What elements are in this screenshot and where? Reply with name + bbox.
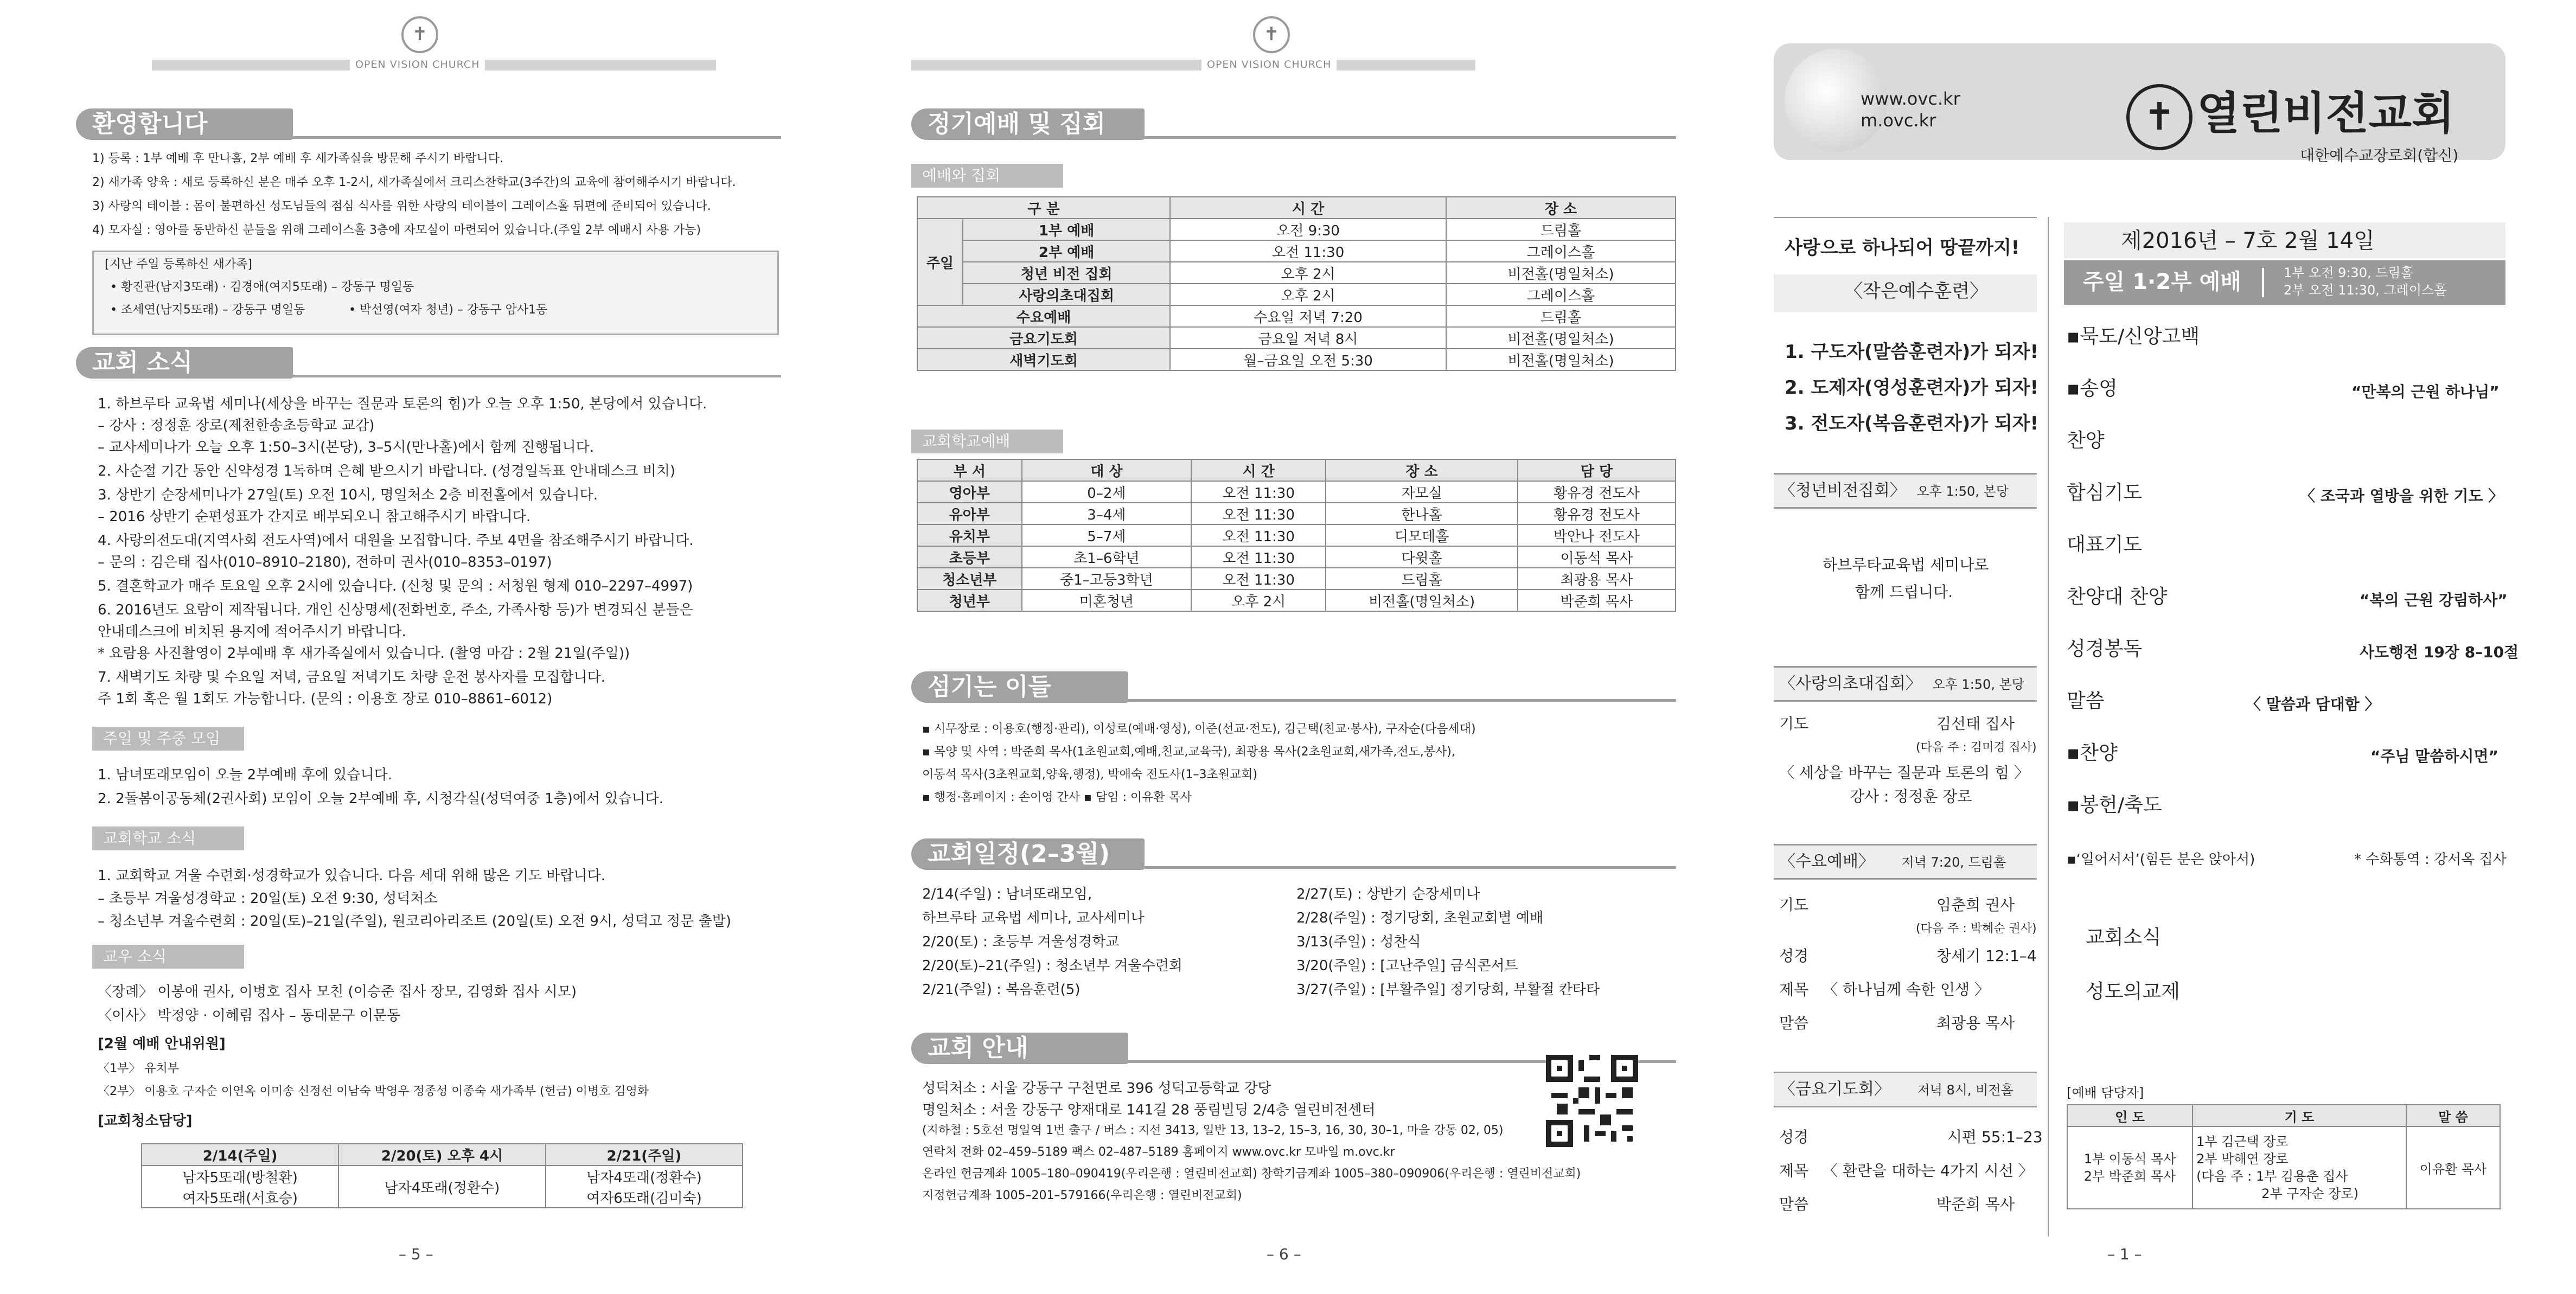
table-cell: 자모실 bbox=[1326, 481, 1518, 503]
friday-sermon-title: 〈 환란을 대하는 4가지 시선 〉 bbox=[1823, 1162, 2034, 1180]
table-row bbox=[917, 459, 1676, 481]
table-header: 말 씀 bbox=[2406, 1105, 2500, 1126]
table-cell: 오전 11:30 bbox=[1170, 240, 1446, 262]
usher-line: 〈2부〉 이용호 구자순 이연옥 이미송 신정선 이남숙 박영우 정종성 이종숙 새가족부 (헌금) 이병호 김영화 bbox=[98, 1085, 649, 1098]
love-header bbox=[1774, 666, 2037, 702]
table-header: 2/20(토) 오후 4시 bbox=[338, 1144, 546, 1165]
table-cell: 청년부 bbox=[917, 590, 1022, 611]
wednesday-bible: 창세기 12:1–4 bbox=[1936, 947, 2037, 965]
table-row bbox=[917, 305, 1676, 327]
schedule-item: 2/28(주일) : 정기당회, 초원교회별 예배 bbox=[1296, 910, 1544, 926]
news-item: 4. 사랑의전도대(지역사회 전도사역)에서 대원을 모집합니다. 주보 4면을 참조해주시기 바랍니다. bbox=[98, 533, 694, 549]
table-row bbox=[917, 262, 1676, 284]
order-item: 성도의교제 bbox=[2086, 981, 2180, 1003]
school-worship-table bbox=[917, 459, 1676, 612]
table-cell: 드림홀 bbox=[1446, 305, 1676, 327]
training-item: 2. 도제자(영성훈련자)가 되자! bbox=[1785, 377, 2039, 399]
order-item: ▪송영 bbox=[2067, 377, 2118, 400]
info-line: 성덕처소 : 서울 강동구 구천면로 396 성덕고등학교 강당 bbox=[922, 1080, 1271, 1097]
school-item: 1. 교회학교 겨울 수련회·성경학교가 있습니다. 다음 세대 위해 많은 기도 바랍니다. bbox=[98, 868, 605, 884]
love-sermon: 〈 세상을 바꾸는 질문과 토론의 힘 〉 bbox=[1779, 764, 2030, 781]
friday-speaker: 박준희 목사 bbox=[1936, 1195, 2015, 1213]
news-item: 2. 사순절 기간 동안 신약성경 1독하며 은혜 받으시기 바랍니다. (성경일독표 안내데스크 비치) bbox=[98, 463, 675, 479]
love-speaker: 강사 : 정정훈 장로 bbox=[1850, 787, 1972, 805]
clean-title: [교회청소담당] bbox=[98, 1113, 193, 1129]
table-header: 시 간 bbox=[1191, 459, 1326, 481]
table-header: 장 소 bbox=[1446, 197, 1676, 219]
table-cell: 드림홀 bbox=[1326, 568, 1518, 590]
clean-table bbox=[141, 1143, 743, 1208]
usher-title: [2월 예배 안내위원] bbox=[98, 1036, 226, 1052]
table-cell: 오전 9:30 bbox=[1170, 219, 1446, 240]
table-cell: 한나홀 bbox=[1326, 503, 1518, 524]
table-row bbox=[917, 481, 1676, 503]
news-item: 6. 2016년도 요람이 제작됩니다. 개인 신상명세(전화번호, 주소, 가족사항 등)가 변경되신 분들은 bbox=[98, 602, 693, 618]
welcome-item: 3) 사랑의 테이블 : 몸이 불편하신 성도님들의 점심 식사를 위한 사랑의 테이블이 그레이스홀 뒤편에 준비되어 있습니다. bbox=[92, 200, 711, 213]
table-header: 담 당 bbox=[1518, 459, 1676, 481]
news-item: – 문의 : 김은태 집사(010–8910–2180), 전하미 권사(010–8353–0197) bbox=[98, 554, 552, 571]
info-title: 교회 안내 bbox=[911, 1033, 1128, 1064]
table-cell: 여자5또래(서효승) bbox=[142, 1187, 338, 1208]
page-number: – 6 – bbox=[1267, 1245, 1301, 1263]
table-row bbox=[917, 546, 1676, 568]
youth-header bbox=[1774, 473, 2037, 509]
service-time-1: 1부 오전 9:30, 드림홀 bbox=[2284, 265, 2413, 280]
wednesday-time: 저녁 7:20, 드림홀 bbox=[1901, 855, 2006, 870]
header-bar bbox=[911, 60, 1475, 71]
servers-line: ▪ 시무장로 : 이용호(행정·관리), 이성로(예배·영성), 이준(선교·전도), 김근택(친교·봉사), 구자순(다음세대) bbox=[922, 722, 1476, 736]
worship-table bbox=[917, 196, 1676, 371]
table-cell: 새벽기도회 bbox=[917, 349, 1170, 370]
order-detail: 〈 조국과 열방을 위한 기도 〉 bbox=[2300, 487, 2504, 505]
servers-line: ▪ 목양 및 사역 : 박준희 목사(1초원교회,예배,친교,교육국), 최광용 목사(2초원교회,새가족,전도,봉사), bbox=[922, 745, 1455, 759]
table-cell: 디모데홀 bbox=[1326, 524, 1518, 546]
table-cell: 오전 11:30 bbox=[1191, 524, 1326, 546]
order-detail: “주님 말씀하시면” bbox=[2370, 747, 2498, 765]
label: 성경 bbox=[1779, 1128, 1809, 1146]
duty-table bbox=[2067, 1104, 2501, 1209]
order-detail: 〈 말씀과 담대함 〉 bbox=[2246, 695, 2380, 713]
cell-item: 1. 남녀또래모임이 오늘 2부예배 후에 있습니다. bbox=[98, 767, 393, 783]
table-cell: 주일 bbox=[917, 219, 963, 305]
table-header: 2/21(주일) bbox=[546, 1144, 743, 1165]
closing-note: ▪‘일어서서’(힘든 분은 앉아서) bbox=[2067, 851, 2255, 868]
news-item: 7. 새벽기도 차량 및 수요일 저녁, 금요일 저녁기도 차량 운전 봉사자를 모집합니다. bbox=[98, 669, 605, 686]
news-item: 주 1회 혹은 월 1회도 가능합니다. (문의 : 이용호 장로 010–8861–6012) bbox=[98, 691, 553, 707]
order-detail: 사도행전 19장 8–10절 bbox=[2360, 643, 2519, 661]
table-row bbox=[917, 524, 1676, 546]
motto: 사랑으로 하나되어 땅끝까지! bbox=[1785, 237, 2020, 259]
table-cell bbox=[2193, 1126, 2406, 1209]
news-item: – 교사세미나가 오늘 오후 1:50–3시(본당), 3–5시(만나홀)에서 함께 진행됩니다. bbox=[98, 439, 594, 456]
training-item: 3. 전도자(복음훈련자)가 되자! bbox=[1785, 413, 2039, 434]
table-row bbox=[917, 284, 1676, 305]
table-cell: 수요일 저녁 7:20 bbox=[1170, 305, 1446, 327]
divider bbox=[277, 136, 781, 139]
divider bbox=[1774, 217, 2037, 218]
table-header: 2/14(주일) bbox=[142, 1144, 338, 1165]
order-item: 찬양대 찬양 bbox=[2067, 586, 2168, 608]
table-row bbox=[917, 590, 1676, 611]
service-time-2: 2부 오전 11:30, 그레이스홀 bbox=[2284, 283, 2447, 298]
page-number: – 1 – bbox=[2107, 1245, 2142, 1263]
duty-prayer: (다음 주 : 1부 김용춘 집사 bbox=[2196, 1169, 2348, 1184]
table-cell: 중1–고등3학년 bbox=[1022, 568, 1191, 590]
newcomer-entry: • 황진관(남지3또래) · 김경애(여지5또래) – 강동구 명일동 bbox=[110, 280, 414, 294]
order-item: ▪봉헌/축도 bbox=[2067, 794, 2162, 816]
table-cell: 이동석 목사 bbox=[1518, 546, 1676, 568]
table-row bbox=[917, 197, 1676, 219]
friday-title: 〈금요기도회〉 bbox=[1779, 1080, 1890, 1099]
table-cell: 1부 예배 bbox=[963, 219, 1170, 240]
schedule-item: 3/27(주일) : [부활주일] 정기당회, 부활절 칸타타 bbox=[1296, 982, 1600, 998]
news-item: 5. 결혼학교가 매주 토요일 오후 2시에 있습니다. (신청 및 문의 : 서청원 형제 010–2297–4997) bbox=[98, 578, 693, 594]
order-detail: “복의 근원 강림하사” bbox=[2360, 591, 2508, 609]
info-line: (지하철 : 5호선 명일역 1번 출구 / 버스 : 지선 3413, 일반 13, 13–2, 15–3, 16, 30, 30–1, 마을 강동 02, 05) bbox=[922, 1124, 1504, 1137]
school-item: – 청소년부 겨울수련회 : 20일(토)–21일(주일), 원코리아리조트 (20일(토) 오전 9시, 성덕고 정문 출발) bbox=[98, 913, 731, 930]
church-logo-icon: ✝ bbox=[2126, 84, 2193, 150]
love-prayer: 김선태 집사 bbox=[1936, 715, 2015, 733]
table-row bbox=[917, 219, 1676, 240]
table-cell: 황유경 전도사 bbox=[1518, 481, 1676, 503]
label: 기도 bbox=[1779, 715, 1809, 733]
table-row bbox=[917, 349, 1676, 370]
service-title: 주일 1·2부 예배 bbox=[2083, 270, 2241, 294]
youth-text: 함께 드립니다. bbox=[1855, 583, 1953, 601]
header-text: OPEN VISION CHURCH bbox=[1201, 59, 1337, 71]
youth-title: 〈청년비전집회〉 bbox=[1779, 481, 1906, 500]
table-cell: 남자4또래(정환수) bbox=[338, 1165, 546, 1208]
header-text: OPEN VISION CHURCH bbox=[350, 59, 485, 71]
newcomer-entry: • 조세연(남지5또래) – 강동구 명일동 bbox=[110, 303, 305, 317]
label: 말씀 bbox=[1779, 1014, 1809, 1032]
usher-line: 〈1부〉 유치부 bbox=[98, 1062, 179, 1075]
label: 말씀 bbox=[1779, 1195, 1809, 1213]
table-row bbox=[917, 503, 1676, 524]
column-divider bbox=[2048, 217, 2049, 1237]
table-cell: 청소년부 bbox=[917, 568, 1022, 590]
table-row bbox=[2067, 1126, 2500, 1209]
table-cell: 2부 예배 bbox=[963, 240, 1170, 262]
divider bbox=[1128, 136, 1676, 139]
issue-number: 제2016년 – 7호 2월 14일 bbox=[2121, 228, 2375, 253]
table-cell: 사랑의초대집회 bbox=[963, 284, 1170, 305]
schedule-item: 하브루타 교육법 세미나, 교사세미나 bbox=[922, 910, 1145, 926]
table-cell: 비전홀(명일처소) bbox=[1326, 590, 1518, 611]
table-cell: 0–2세 bbox=[1022, 481, 1191, 503]
welcome-item: 2) 새가족 양육 : 새로 등록하신 분은 매주 오후 1-2시, 새가족실에서 크리스찬학교(3주간)의 교육에 참여해주시기 바랍니다. bbox=[92, 176, 736, 189]
info-line: 연락처 전화 02–459–5189 팩스 02–487–5189 홈페이지 www.ovc.kr 모바일 m.ovc.kr bbox=[922, 1145, 1395, 1159]
table-header: 시 간 bbox=[1170, 197, 1446, 219]
table-row bbox=[917, 327, 1676, 349]
table-row bbox=[2067, 1105, 2500, 1126]
member-news-item: 〈이사〉 박정양 · 이혜림 집사 – 동대문구 이문동 bbox=[98, 1008, 401, 1024]
order-item: 대표기도 bbox=[2067, 534, 2143, 556]
mobile-url[interactable]: m.ovc.kr bbox=[1861, 110, 1936, 131]
info-line: 지정헌금계좌 1005–201–579166(우리은행 : 열린비전교회) bbox=[922, 1189, 1242, 1202]
table-cell: 남자5또래(방철환) bbox=[142, 1165, 338, 1187]
table-header: 기 도 bbox=[2193, 1105, 2406, 1126]
duty-prayer: 1부 김근택 장로 bbox=[2196, 1134, 2289, 1149]
table-header: 장 소 bbox=[1326, 459, 1518, 481]
newcomer-entry: • 박선영(여자 청년) – 강동구 암사1동 bbox=[349, 303, 548, 317]
training-item: 1. 구도자(말씀훈련자)가 되자! bbox=[1785, 341, 2039, 363]
label: 성경 bbox=[1779, 947, 1809, 965]
news-item: 3. 상반기 순장세미나가 27일(토) 오전 10시, 명일처소 2층 비전홀에서 있습니다. bbox=[98, 487, 598, 503]
table-cell: 오전 11:30 bbox=[1191, 503, 1326, 524]
wednesday-header bbox=[1774, 844, 2037, 880]
table-cell: 비전홀(명일처소) bbox=[1446, 262, 1676, 284]
servers-title: 섬기는 이들 bbox=[911, 671, 1128, 703]
wednesday-prayer-next: (다음 주 : 박혜순 권사) bbox=[1916, 922, 2037, 936]
servers-line: 이동석 목사(3초원교회,양육,행정), 박애숙 전도사(1–3초원교회) bbox=[922, 768, 1258, 781]
newcomer-box bbox=[92, 251, 779, 335]
table-cell: 오전 11:30 bbox=[1191, 546, 1326, 568]
schedule-item: 3/13(주일) : 성찬식 bbox=[1296, 934, 1421, 950]
table-cell: 그레이스홀 bbox=[1446, 284, 1676, 305]
order-item: 성경봉독 bbox=[2067, 638, 2143, 660]
duty-lead: 2부 박준희 목사 bbox=[2083, 1169, 2176, 1184]
welcome-item: 4) 모자실 : 영아를 동반하신 분들을 위해 그레이스홀 3층에 자모실이 마련되어 있습니다.(주일 2부 예배시 사용 가능) bbox=[92, 223, 701, 237]
duty-title: [예배 담당자] bbox=[2067, 1085, 2144, 1100]
wednesday-prayer: 임춘희 권사 bbox=[1936, 896, 2015, 914]
divider bbox=[2262, 268, 2264, 297]
worship-title: 정기예배 및 집회 bbox=[911, 108, 1145, 140]
news-item: – 2016 상반기 순편성표가 간지로 배부되오니 참고해주시기 바랍니다. bbox=[98, 509, 531, 525]
table-cell: 영아부 bbox=[917, 481, 1022, 503]
table-header: 인 도 bbox=[2067, 1105, 2193, 1126]
table-cell: 비전홀(명일처소) bbox=[1446, 327, 1676, 349]
love-title: 〈사랑의초대집회〉 bbox=[1779, 674, 1922, 693]
schedule-item: 2/14(주일) : 남녀또래모임, bbox=[922, 886, 1092, 902]
order-item: 찬양 bbox=[2067, 430, 2105, 452]
order-item: 말씀 bbox=[2067, 690, 2105, 712]
table-cell: 드림홀 bbox=[1446, 219, 1676, 240]
duty-prayer: 2부 박해연 장로 bbox=[2196, 1151, 2289, 1167]
table-cell: 초1–6학년 bbox=[1022, 546, 1191, 568]
schedule-item: 3/20(주일) : [고난주일] 금식콘서트 bbox=[1296, 958, 1518, 974]
friday-header bbox=[1774, 1072, 2037, 1107]
table-header: 부 서 bbox=[917, 459, 1022, 481]
order-detail: “만복의 근원 하나님” bbox=[2351, 383, 2500, 401]
table-cell: 박안나 전도사 bbox=[1518, 524, 1676, 546]
table-cell: 그레이스홀 bbox=[1446, 240, 1676, 262]
newcomer-title: [지난 주일 등록하신 새가족] bbox=[105, 258, 252, 271]
table-row bbox=[917, 568, 1676, 590]
member-news-title: 교우 소식 bbox=[92, 945, 244, 969]
table-cell: 남자4또래(정환수) bbox=[546, 1165, 743, 1187]
duty-prayer: 2부 구자순 장로) bbox=[2261, 1186, 2359, 1201]
school-worship-sub: 교회학교예배 bbox=[911, 430, 1063, 453]
divider bbox=[277, 375, 781, 377]
youth-text: 하브루타교육법 세미나로 bbox=[1823, 556, 1989, 574]
table-header: 구 분 bbox=[917, 197, 1170, 219]
table-row bbox=[142, 1144, 743, 1165]
sign-interpreter: * 수화통역 : 강서옥 집사 bbox=[2354, 851, 2507, 868]
member-news-item: 〈장례〉 이봉애 권사, 이병호 집사 모친 (이승준 집사 장모, 김영화 집사 시모) bbox=[98, 984, 577, 1000]
table-row bbox=[917, 240, 1676, 262]
schedule-item: 2/20(토)–21(주일) : 청소년부 겨울수련회 bbox=[922, 958, 1182, 974]
news-title: 교회 소식 bbox=[76, 347, 293, 379]
table-cell: 수요예배 bbox=[917, 305, 1170, 327]
schedule-item: 2/27(토) : 상반기 순장세미나 bbox=[1296, 886, 1480, 902]
news-item: * 요람용 사진촬영이 2부예배 후 새가족실에서 있습니다. (촬영 마감 : 2월 21일(주일)) bbox=[98, 645, 630, 662]
order-item: ▪묵도/신앙고백 bbox=[2067, 325, 2200, 348]
wednesday-speaker: 최광용 목사 bbox=[1936, 1014, 2015, 1032]
duty-lead: 1부 이동석 목사 bbox=[2083, 1151, 2176, 1167]
page-5 bbox=[0, 0, 857, 1294]
label: 제목 bbox=[1779, 1162, 1809, 1180]
table-cell: 초등부 bbox=[917, 546, 1022, 568]
table-cell: 청년 비전 집회 bbox=[963, 262, 1170, 284]
table-cell: 유아부 bbox=[917, 503, 1022, 524]
order-item: ▪찬양 bbox=[2067, 742, 2118, 764]
table-cell: 유치부 bbox=[917, 524, 1022, 546]
table-cell: 오전 11:30 bbox=[1191, 481, 1326, 503]
table-cell: 오후 2시 bbox=[1170, 284, 1446, 305]
table-cell: 오후 2시 bbox=[1170, 262, 1446, 284]
table-cell: 황유경 전도사 bbox=[1518, 503, 1676, 524]
table-cell: 월–금요일 오전 5:30 bbox=[1170, 349, 1446, 370]
website-url[interactable]: www.ovc.kr bbox=[1861, 88, 1960, 109]
welcome-title: 환영합니다 bbox=[76, 108, 293, 140]
school-title: 교회학교 소식 bbox=[92, 827, 244, 850]
table-cell: 금요기도회 bbox=[917, 327, 1170, 349]
page-number: – 5 – bbox=[399, 1245, 433, 1263]
order-item: 교회소식 bbox=[2086, 926, 2162, 949]
friday-bible: 시편 55:1–23 bbox=[1947, 1128, 2043, 1146]
denomination: 대한예수교장로회(합신) bbox=[2300, 146, 2459, 164]
table-cell: 3–4세 bbox=[1022, 503, 1191, 524]
table-header: 대 상 bbox=[1022, 459, 1191, 481]
table-cell: 미혼청년 bbox=[1022, 590, 1191, 611]
schedule-item: 2/21(주일) : 복음훈련(5) bbox=[922, 982, 1081, 998]
wednesday-title: 〈수요예배〉 bbox=[1779, 852, 1875, 871]
school-item: – 초등부 겨울성경학교 : 20일(토) 오전 9:30, 성덕처소 bbox=[98, 891, 438, 907]
youth-time: 오후 1:50, 본당 bbox=[1916, 484, 2009, 499]
table-cell bbox=[2067, 1126, 2193, 1209]
divider bbox=[1128, 866, 1676, 869]
worship-sub: 예배와 집회 bbox=[911, 164, 1063, 188]
cell-item: 2. 2돌봄이공동체(2권사회) 모임이 오늘 2부예배 후, 시청각실(성덕여중 1층)에서 있습니다. bbox=[98, 791, 664, 807]
table-cell: 여자6또래(김미숙) bbox=[546, 1187, 743, 1208]
table-cell: 금요일 저녁 8시 bbox=[1170, 327, 1446, 349]
table-row bbox=[142, 1165, 743, 1187]
table-cell: 박준희 목사 bbox=[1518, 590, 1676, 611]
info-line: 온라인 헌금계좌 1005–180–090419(우리은행 : 열린비전교회) 창학기금계좌 1005–380–090906(우리은행 : 열린비전교회) bbox=[922, 1167, 1581, 1181]
order-item: 합심기도 bbox=[2067, 482, 2143, 504]
servers-line: ▪ 행정·홈페이지 : 손이영 간사 ▪ 담임 : 이유환 목사 bbox=[922, 791, 1192, 804]
table-cell: 오전 11:30 bbox=[1191, 568, 1326, 590]
table-cell: 비전홀(명일처소) bbox=[1446, 349, 1676, 370]
table-cell: 5–7세 bbox=[1022, 524, 1191, 546]
table-cell: 최광용 목사 bbox=[1518, 568, 1676, 590]
church-name: 열린비전교회 bbox=[2197, 88, 2455, 139]
label: 제목 bbox=[1779, 981, 1809, 998]
qr-code-icon bbox=[1546, 1055, 1638, 1147]
cell-title: 주일 및 주중 모임 bbox=[92, 727, 244, 751]
love-time: 오후 1:50, 본당 bbox=[1932, 677, 2024, 692]
love-prayer-next: (다음 주 : 김미경 집사) bbox=[1916, 741, 2037, 754]
training-title: 〈작은예수훈련〉 bbox=[1844, 280, 1989, 302]
page-6 bbox=[879, 0, 1747, 1294]
church-logo-icon: ✝ bbox=[1253, 16, 1290, 53]
table-cell: 이유환 목사 bbox=[2406, 1126, 2500, 1209]
info-line: 명일처소 : 서울 강동구 양재대로 141길 28 풍림빌딩 2/4층 열린비전센터 bbox=[922, 1102, 1376, 1118]
schedule-title: 교회일정(2–3월) bbox=[911, 838, 1145, 870]
news-item: 안내데스크에 비치된 용지에 적어주시기 바랍니다. bbox=[98, 624, 406, 640]
table-cell: 오후 2시 bbox=[1191, 590, 1326, 611]
wednesday-sermon-title: 〈 하나님께 속한 인생 〉 bbox=[1823, 981, 1990, 998]
news-item: – 강사 : 정정훈 장로(제천한송초등학교 교감) bbox=[98, 418, 375, 434]
news-item: 1. 하브루타 교육법 세미나(세상을 바꾸는 질문과 토론의 힘)가 오늘 오후 1:50, 본당에서 있습니다. bbox=[98, 396, 707, 412]
divider bbox=[1112, 699, 1676, 702]
page-1-cover bbox=[1774, 0, 2576, 1294]
friday-time: 저녁 8시, 비전홀 bbox=[1917, 1082, 2014, 1098]
church-logo-icon: ✝ bbox=[401, 16, 438, 53]
schedule-item: 2/20(토) : 초등부 겨울성경학교 bbox=[922, 934, 1120, 950]
label: 기도 bbox=[1779, 896, 1809, 914]
welcome-item: 1) 등록 : 1부 예배 후 만나홀, 2부 예배 후 새가족실을 방문해 주시기 바랍니다. bbox=[92, 152, 503, 165]
table-cell: 다윗홀 bbox=[1326, 546, 1518, 568]
